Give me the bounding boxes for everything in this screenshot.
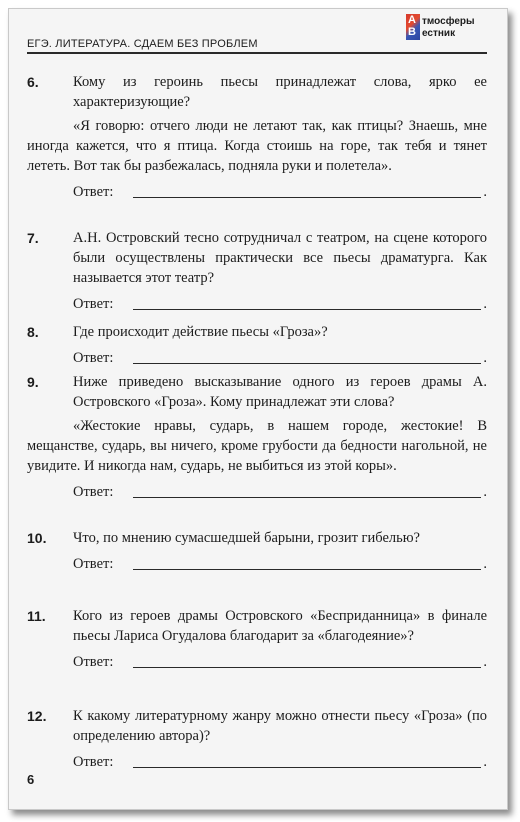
logo-line-2: естник [422,28,456,39]
answer-label: Ответ: [73,184,114,200]
answer-label: Ответ: [73,556,114,572]
question-8 [27,322,487,368]
answer-end: . [483,350,487,366]
answer-line [133,363,481,364]
answer-field[interactable] [27,750,487,772]
logo-line-1: тмосферы [422,16,475,27]
question-text: К какому литературному жанру можно отнести пьесу «Гроза» (по определению автора)? [73,708,487,744]
answer-line [133,197,481,198]
running-header [27,38,487,54]
answer-end: . [483,296,487,312]
answer-label: Ответ: [73,654,114,670]
question-number: 10. [27,530,47,546]
logo-letter-b: В [408,26,416,38]
answer-label: Ответ: [73,296,114,312]
question-quote: «Жестокие нравы, сударь, в нашем городе, жестокие! В мещанстве, сударь, вы ничего, кроме грубости да бедности нагольной, не увидите. И никогда нам, сударь, не выбиться из этой коры». [27,418,487,474]
answer-label: Ответ: [73,754,114,770]
question-7 [27,228,487,314]
running-header-title: ЕГЭ. ЛИТЕРАТУРА. СДАЕМ БЕЗ ПРОБЛЕМ [27,38,258,50]
answer-end: . [483,654,487,670]
question-number: 12. [27,708,47,724]
question-10 [27,528,487,574]
answer-line [133,767,481,768]
answer-end: . [483,484,487,500]
answer-label: Ответ: [73,350,114,366]
answer-field[interactable] [27,552,487,574]
answer-label: Ответ: [73,484,114,500]
question-text: Кого из героев драмы Островского «Бесприданница» в финале пьесы Лариса Огудалова благодарит за «благодеяние»? [73,608,487,644]
question-11 [27,606,487,672]
question-12 [27,706,487,772]
page-number: 6 [27,772,35,787]
question-number: 8. [27,324,39,340]
answer-field[interactable] [27,346,487,368]
answer-line [133,667,481,668]
answer-end: . [483,754,487,770]
question-text: Кому из героинь пьесы принадлежат слова, ярко ее характеризующие? [73,74,487,110]
question-text: А.Н. Островский тесно сотрудничал с театром, на сцене которого были осуществлены практически все пьесы драматурга. Как называется этот театр? [73,230,487,286]
question-number: 6. [27,74,39,90]
question-quote: «Я говорю: отчего люди не летают так, как птицы? Знаешь, мне иногда кажется, что я птица. Когда стоишь на горе, так тебя и тянет лететь. Вот так бы разбежалась, подняла руки и полетела». [27,118,487,174]
question-text: Что, по мнению сумасшедшей барыни, грозит гибелью? [73,530,420,546]
answer-line [133,569,481,570]
question-number: 11. [27,608,46,624]
answer-field[interactable] [27,180,487,202]
answer-field[interactable] [27,480,487,502]
answer-end: . [483,556,487,572]
question-number: 9. [27,374,39,390]
question-9 [27,372,487,502]
answer-field[interactable] [27,650,487,672]
answer-field[interactable] [27,292,487,314]
answer-line [133,497,481,498]
answer-line [133,309,481,310]
answer-end: . [483,184,487,200]
question-text: Ниже приведено высказывание одного из героев драмы А. Островского «Гроза». Кому принадлежат эти слова? [73,374,487,410]
logo-letter-a: А [408,14,416,26]
question-text: Где происходит действие пьесы «Гроза»? [73,324,328,340]
question-number: 7. [27,230,39,246]
question-6 [27,72,487,202]
